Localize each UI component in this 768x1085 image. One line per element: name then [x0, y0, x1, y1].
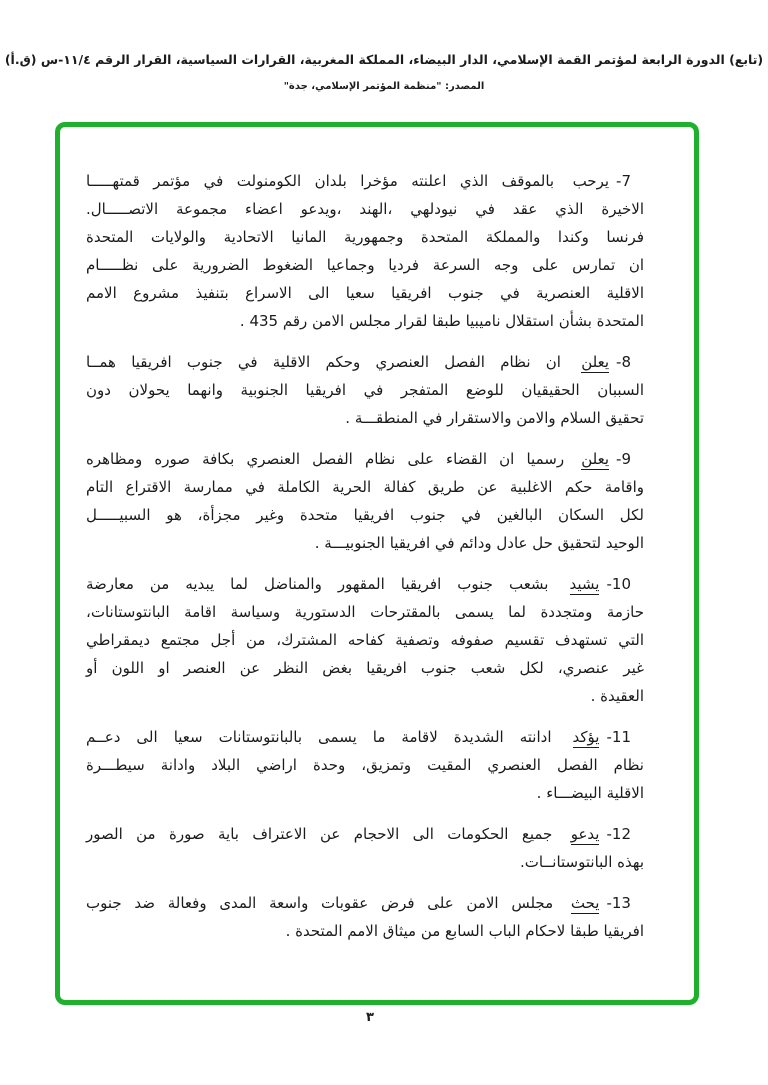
header-source: المصدر: "منظمة المؤتمر الإسلامي، جدة" [283, 81, 485, 92]
paragraph [86, 889, 644, 945]
paragraph-verb: يرحب [572, 172, 610, 190]
paragraph-line: الاقلية البيضـــاء . [536, 784, 644, 802]
paragraph-verb: يعلن [581, 353, 610, 371]
paragraph [86, 445, 644, 557]
paragraph-number: 13- [606, 894, 631, 912]
paragraph-line [86, 445, 644, 473]
document-header [0, 52, 768, 92]
paragraph-verb: يؤكد [572, 728, 600, 746]
paragraph-line: فرنسا وكندا والمملكة المتحدة وجمهورية المانيا الاتحادية والولايات المتحدة [86, 228, 644, 246]
content-frame [55, 122, 699, 1005]
paragraph-line: بهذه البانتوستانــات. [520, 853, 644, 871]
paragraph-verb: يشيد [569, 575, 600, 593]
paragraph-number: 10- [606, 575, 631, 593]
paragraph-line: العقيدة . [590, 687, 644, 705]
paragraph-line: التي تستهدف تقسيم صفوفه وتصفية كفاحه المشترك، من أجل مجتمع ديمقراطي [86, 631, 644, 649]
paragraph-number: 12- [606, 825, 631, 843]
paragraph-continuation [86, 917, 644, 945]
paragraph-continuation [86, 376, 644, 432]
paragraph-line: لكل السكان البالغين في جنوب افريقيا متحدة وغير مجزأة، هو السبيـــــل [86, 506, 644, 524]
paragraph [86, 820, 644, 876]
paragraph-line: واقامة حكم الاغلبية عن طريق كفالة الحرية الكاملة في ممارسة الاقتراع التام [86, 478, 644, 496]
paragraph-text: بالموقف الذي اعلنته مؤخرا بلدان الكومنولت في مؤتمر قمتهـــــا [86, 172, 555, 190]
paragraph-line [86, 348, 644, 376]
paragraph-continuation [86, 473, 644, 557]
paragraph-continuation [86, 598, 644, 710]
paragraph-number: 11- [606, 728, 631, 746]
paragraph [86, 570, 644, 710]
paragraph-line [86, 820, 644, 848]
paragraph-line [86, 167, 644, 195]
paragraph [86, 167, 644, 335]
paragraph-line [86, 723, 644, 751]
paragraph [86, 348, 644, 432]
paragraph-continuation [86, 195, 644, 335]
paragraph-line: غير عنصري، لكل شعب جنوب افريقيا بغض النظر عن العنصر او اللون أو [86, 659, 644, 677]
paragraph [86, 723, 644, 807]
header-title: (تابع) الدورة الرابعة لمؤتمر القمة الإسلامي، الدار البيضاء، المملكة المغربية، القرارات السياسية، القرار الرقم ١١/٤-س (ق.أ) [4, 52, 764, 67]
paragraph-line: السببان الحقيقيان للوضع المتفجر في افريقيا الجنوبية وانهما يحولان دون [86, 381, 644, 399]
paragraph-continuation [86, 848, 644, 876]
paragraph-line: الاقلية العنصرية في جنوب افريقيا سعيا الى الاسراع بتنفيذ مشروع الامم [86, 284, 644, 302]
paragraph-text: بشعب جنوب افريقيا المقهور والمناضل لما يبديه من معارضة [86, 575, 549, 593]
paragraph-verb: يدعو [570, 825, 600, 843]
paragraph-continuation [86, 751, 644, 807]
paragraph-text: ان نظام الفصل العنصري وحكم الاقلية في جنوب افريقيا همــا [86, 353, 561, 371]
paragraph-line: تحقيق السلام والامن والاستقرار في المنطقـــة . [345, 409, 644, 427]
paragraph-number: 7- [616, 172, 631, 190]
page-number: ٣ [366, 1010, 374, 1025]
paragraph-line: الاخيرة الذي عقد في نيودلهي ،الهند ،ويدعو اعضاء مجموعة الاتصـــــال. [86, 200, 644, 218]
paragraph-line: الوحيد لتحقيق حل عادل ودائم في افريقيا الجنوبيـــة . [314, 534, 644, 552]
paragraph-line: نظام الفصل العنصري المقيت وتمزيق، وحدة اراضي البلاد وادانة سيطـــرة [86, 756, 644, 774]
paragraph-verb: يحث [570, 894, 600, 912]
paragraph-line: المتحدة بشأن استقلال ناميبيا طبقا لقرار مجلس الامن رقم 435 . [239, 312, 644, 330]
paragraph-line [86, 570, 644, 598]
paragraph-text: ادانته الشديدة لاقامة ما يسمى بالبانتوستانات سعيا الى دعــم [86, 728, 552, 746]
paragraph-text: مجلس الامن على فرض عقوبات واسعة المدى وفعالة ضد جنوب [86, 894, 554, 912]
paragraph-number: 8- [616, 353, 631, 371]
paragraph-text: جميع الحكومات الى الاحجام عن الاعتراف باية صورة من الصور [86, 825, 553, 843]
paragraph-text: رسميا ان القضاء على نظام الفصل العنصري بكافة صوره ومظاهره [86, 450, 565, 468]
paragraph-line: ان تمارس على وجه السرعة فرديا وجماعيا الضغوط الضرورية على نظـــــام [86, 256, 644, 274]
paragraph-line [86, 889, 644, 917]
paragraph-number: 9- [616, 450, 631, 468]
resolution-paragraphs [86, 167, 644, 945]
paragraph-verb: يعلن [581, 450, 610, 468]
paragraph-line: حازمة ومتجددة لما يسمى بالمقترحات الدستورية وسياسة اقامة البانتوستانات، [86, 603, 644, 621]
paragraph-line: افريقيا طبقا لاحكام الباب السابع من ميثاق الامم المتحدة . [285, 922, 644, 940]
